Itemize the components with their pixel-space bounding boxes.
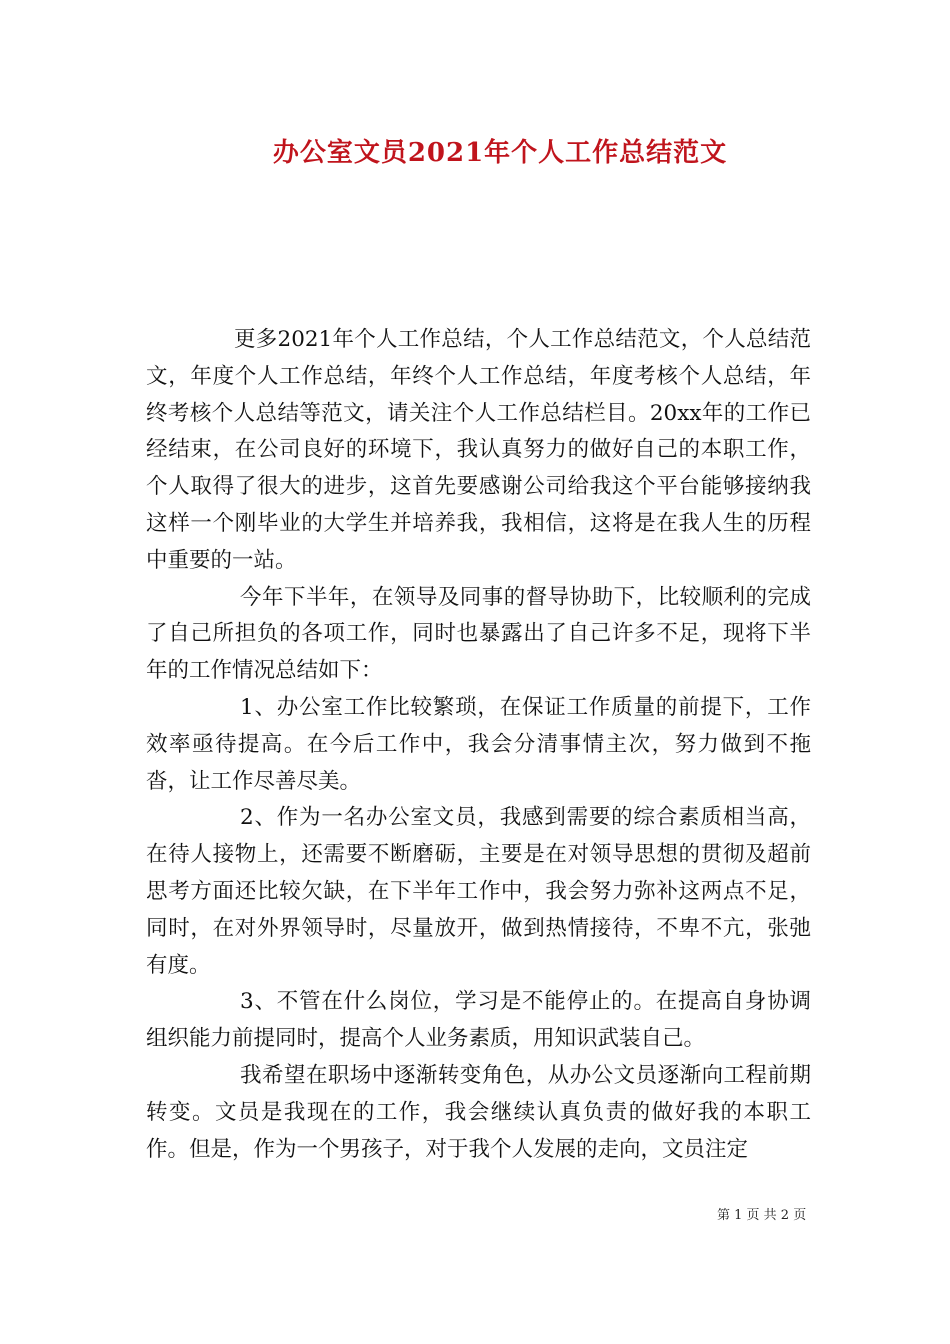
paragraph-point-2: 2、作为一名办公室文员，我感到需要的综合素质相当高，在待人接物上，还需要不断磨砺，主要是在对领导思想的贯彻及超前思考方面还比较欠缺，在下半年工作中，我会努力弥补这两点不足，同时，在对外界领导时，尽量放开，做到热情接待，不卑不亢，张弛有度。 <box>146 805 811 978</box>
paragraph-intro: 更多2021年个人工作总结，个人工作总结范文，个人总结范文，年度个人工作总结，年终个人工作总结，年度考核个人总结，年终考核个人总结等范文，请关注个人工作总结栏目。20xx年的工作已经结束，在公司良好的环境下，我认真努力的做好自己的本职工作，个人取得了很大的进步，这首先要感谢公司给我这个平台能够接纳我这样一个刚毕业的大学生并培养我，我相信，这将是在我人生的历程中重要的一站。 <box>146 327 811 573</box>
paragraph-overview: 今年下半年，在领导及同事的督导协助下，比较顺利的完成了自己所担负的各项工作，同时也暴露出了自己许多不足，现将下半年的工作情况总结如下： <box>146 584 811 684</box>
paragraph-outlook: 我希望在职场中逐渐转变角色，从办公文员逐渐向工程前期转变。文员是我现在的工作，我会继续认真负责的做好我的本职工作。但是，作为一个男孩子，对于我个人发展的走向，文员注定 <box>146 1062 811 1162</box>
document-body <box>146 322 811 1168</box>
page-number-footer: 第 1 页 共 2 页 <box>717 1208 807 1223</box>
paragraph-point-1: 1、办公室工作比较繁琐，在保证工作质量的前提下，工作效率亟待提高。在今后工作中，我会分清事情主次，努力做到不拖沓，让工作尽善尽美。 <box>146 694 811 794</box>
paragraph-point-3: 3、不管在什么岗位，学习是不能停止的。在提高自身协调组织能力前提同时，提高个人业务素质，用知识武装自己。 <box>146 989 811 1052</box>
document-title: 办公室文员2021年个人工作总结范文 <box>272 138 728 168</box>
